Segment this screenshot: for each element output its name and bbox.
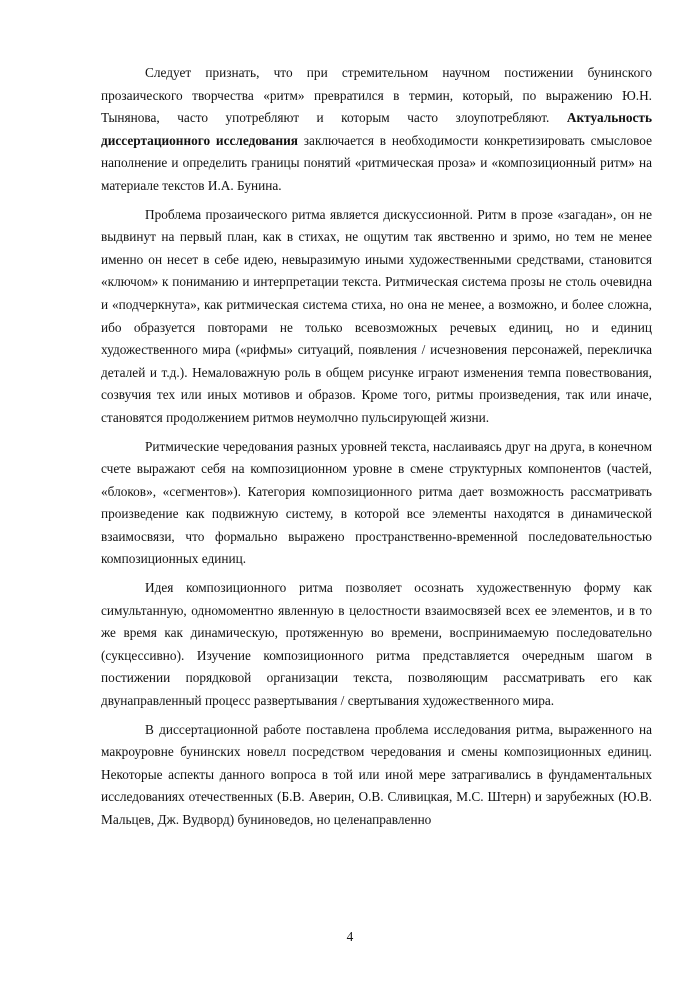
paragraph-prose-rhythm: Проблема прозаического ритма является дискуссионной. Ритм в прозе «загадан», он не выдвинут на первый план, как в стихах, не ощутим так явственно и зримо, но тем не менее именно он несет в себе идею, невыразимую иными художественными средствами, становится «ключом» к пониманию и интерпретации текста. Ритмическая система прозы не столь очевидна и «подчеркнута», как ритмическая система стиха, но она не менее, а возможно, и более сложна, ибо образуется повторами не только всевозможных речевых единиц, но и единиц художественного мира («рифмы» ситуаций, появления / исчезновения персонажей, перекличка деталей и т.д.). Немаловажную роль в общем рисунке играют изменения темпа повествования, созвучия тех или иных мотивов и образов. Кроме того, ритмы произведения, так или иначе, становятся продолжением ритмов неумолчно пульсирующей жизни. (101, 206, 652, 425)
main-text (101, 62, 652, 838)
page-number: 4 (346, 929, 354, 944)
paragraph-text: Следует признать, что при стремительном научном постижении бунинского прозаического творчества «ритм» превратился в термин, который, по выражению Ю.Н. Тынянова, часто употребляют и которым часто злоупотребляют. (101, 65, 652, 126)
paragraph-text: заключается в необходимости конкретизировать смысловое наполнение и определить границы понятий «ритмическая проза» и «композиционный ритм» на материале текстов И.А. Бунина. (101, 132, 652, 193)
bold-phrase-relevance: Актуальность диссертационного исследования (101, 110, 652, 148)
paragraph-dissertation-problem: В диссертационной работе поставлена проблема исследования ритма, выраженного на макроуровне бунинских новелл посредством чередования и смены композиционных единиц. Некоторые аспекты данного вопроса в той или иной мере затрагивались в фундаментальных исследованиях отечественных (Б.В. Аверин, О.В. Сливицкая, М.С. Штерн) и зарубежных (Ю.В. Мальцев, Дж. Вудворд) буниноведов, но целенаправленно (101, 721, 652, 827)
paragraph-rhythmic-alternations: Ритмические чередования разных уровней текста, наслаиваясь друг на друга, в конечном счете выражают себя на композиционном уровне в смене структурных компонентов (частей, «блоков», «сегментов»). Категория композиционного ритма дает возможность рассматривать произведение как подвижную систему, в которой все элементы находятся в динамической взаимосвязи, что формально выражено пространственно-временной последовательностью композиционных единиц. (101, 438, 652, 567)
paragraph-compositional-rhythm: Идея композиционного ритма позволяет осознать художественную форму как симультанную, одномоментно явленную в целостности взаимосвязей всех ее элементов, и в то же время как динамическую, протяженную во времени, воспринимаемую последовательно (сукцессивно). Изучение композиционного ритма представляется очередным шагом в постижении порядковой организации текста, позволяющим рассматривать его как двунаправленный процесс развертывания / свертывания художественного мира. (101, 580, 652, 709)
paragraph-relevance (101, 62, 652, 198)
